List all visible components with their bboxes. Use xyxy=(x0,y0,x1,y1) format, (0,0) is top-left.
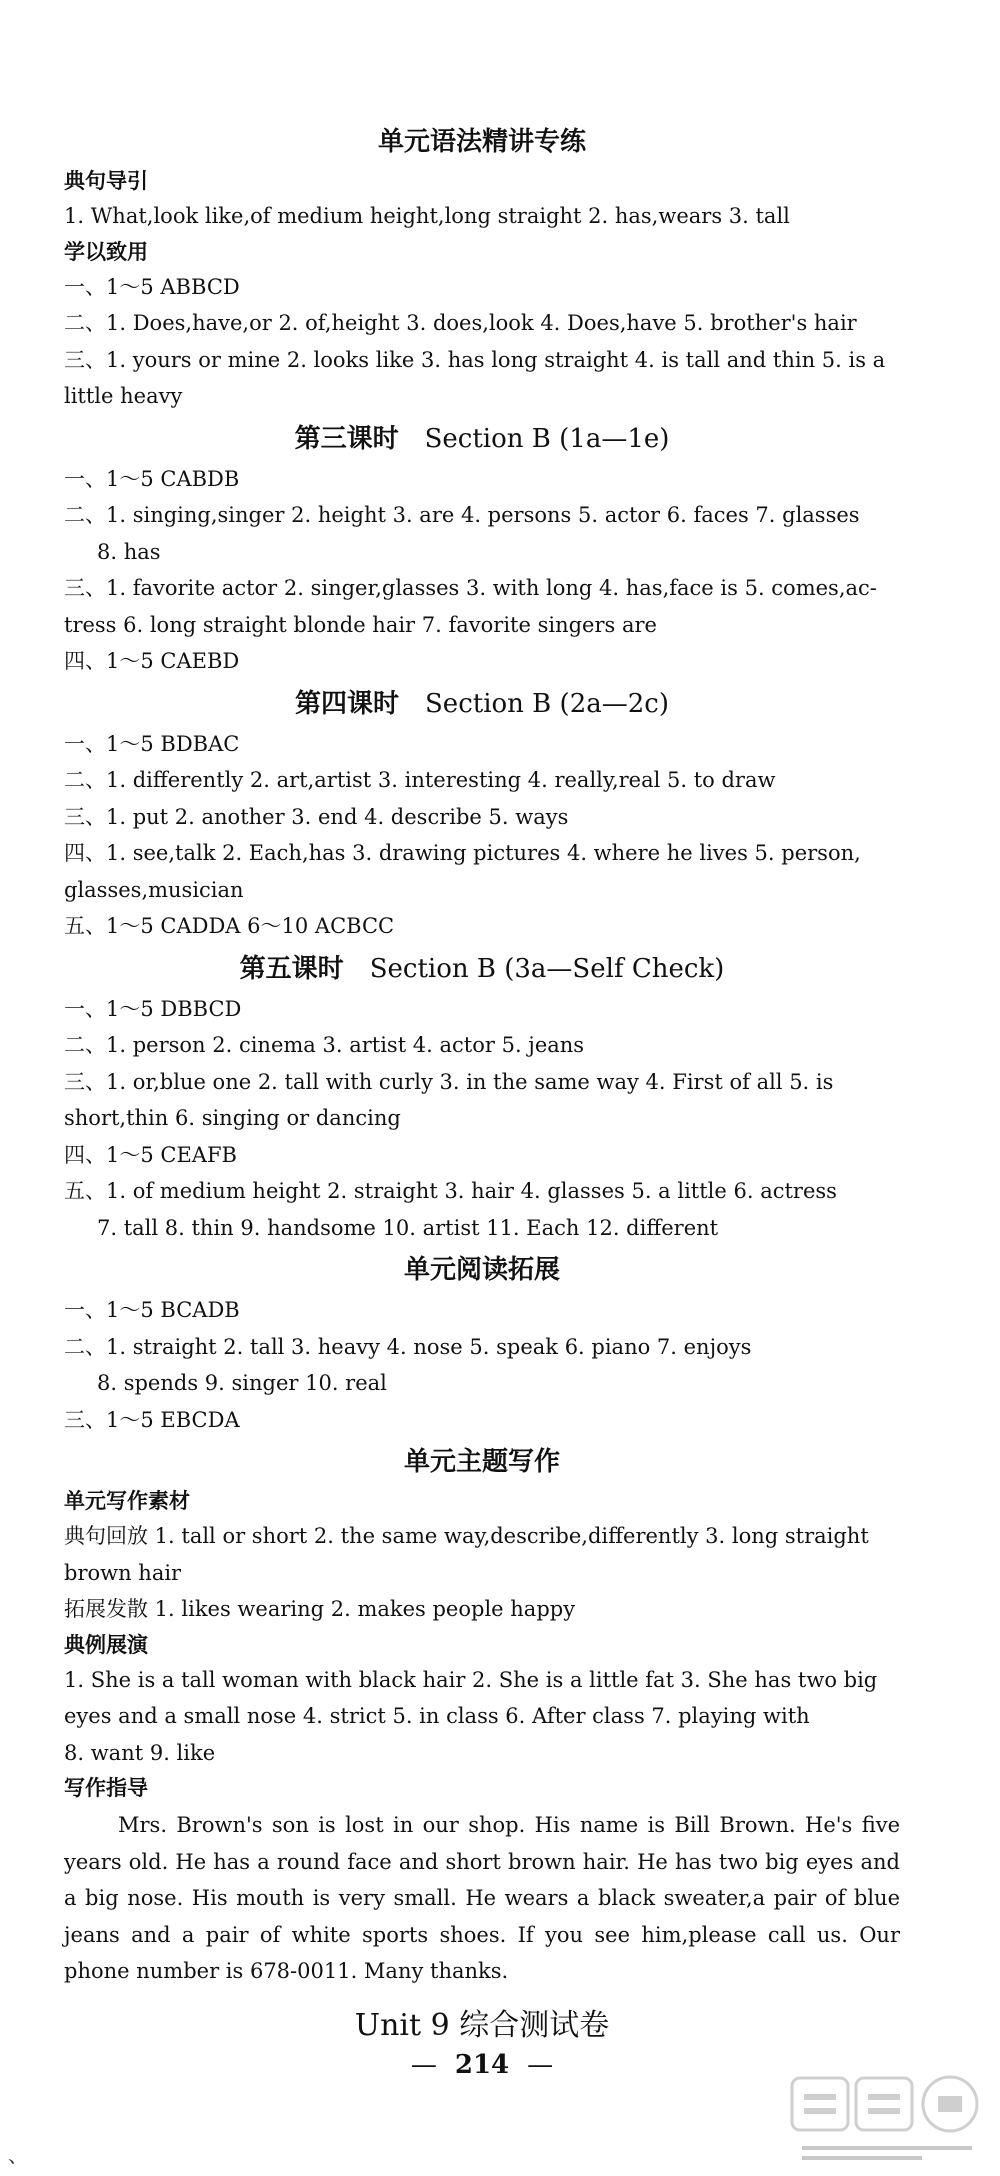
answer-line: 五、1. of medium height 2. straight 3. hair 4. glasses 5. a little 6. actress xyxy=(64,1179,837,1203)
lesson-subtitle: Section B (1a—1e) xyxy=(424,423,670,454)
answer-line: 一、1～5 ABBCD xyxy=(64,274,240,299)
answer-line: short,thin 6. singing or dancing xyxy=(64,1106,401,1130)
subheading: 单元写作素材 xyxy=(64,1489,190,1513)
page-number-row xyxy=(64,2048,900,2082)
answer-line: 一、1～5 BCADB xyxy=(64,1298,240,1322)
sample-writing-paragraph: Mrs. Brown's son is lost in our shop. His name is Bill Brown. He's five years old. He has a round face and short brown hair. He has two big eyes and a big nose. His mouth is very small. He wears a black sweater,a pair of blue jeans and a pair of white sports shoes. If you see him,please call us. Our phone number is 678-0011. Many thanks. xyxy=(64,1813,900,1983)
subheading: 典例展演 xyxy=(64,1632,148,1657)
subheading: 学以致用 xyxy=(64,239,148,264)
answer-line: 典句回放 1. tall or short 2. the same way,describe,differently 3. long straight xyxy=(64,1524,869,1548)
lesson-title: 第三课时 xyxy=(294,423,399,454)
page-dash: — xyxy=(410,2049,437,2080)
watermark-logo xyxy=(782,2070,992,2170)
answer-line: 三、1. yours or mine 2. looks like 3. has long straight 4. is tall and thin 5. is a xyxy=(64,347,886,372)
page-number: 214 xyxy=(454,2049,510,2080)
lesson-subtitle: Section B (3a—Self Check) xyxy=(369,953,725,984)
answer-line: 三、1～5 EBCDA xyxy=(64,1407,240,1432)
answer-line: 三、1. favorite actor 2. singer,glasses 3. with long 4. has,face is 5. comes,ac- xyxy=(64,576,877,600)
section-title-lesson5 xyxy=(64,949,900,989)
answer-line: eyes and a small nose 4. strict 5. in class 6. After class 7. playing with xyxy=(64,1704,810,1728)
answer-line: 一、1～5 DBBCD xyxy=(64,996,242,1021)
answer-line: brown hair xyxy=(64,1560,182,1585)
next-unit-title: Unit 9 综合测试卷 xyxy=(354,2007,610,2043)
answer-line: 二、1. differently 2. art,artist 3. interesting 4. really,real 5. to draw xyxy=(64,768,776,792)
answer-line: 8. want 9. like xyxy=(64,1740,216,1765)
answer-line: 8. spends 9. singer 10. real xyxy=(97,1371,387,1395)
answer-line: 四、1. see,talk 2. Each,has 3. drawing pictures 4. where he lives 5. person, xyxy=(64,841,861,865)
subheading: 写作指导 xyxy=(64,1776,148,1800)
answer-content xyxy=(64,118,900,2082)
lesson-subtitle: Section B (2a—2c) xyxy=(425,688,669,719)
lesson-title: 第四课时 xyxy=(294,688,399,719)
answer-line: glasses,musician xyxy=(64,877,244,902)
answer-line: 1. What,look like,of medium height,long straight 2. has,wears 3. tall xyxy=(64,204,790,228)
answer-line: 二、1. Does,have,or 2. of,height 3. does,look 4. Does,have 5. brother's hair xyxy=(64,311,857,335)
answer-line: little heavy xyxy=(64,384,183,408)
answer-line: 五、1～5 CADDA 6～10 ACBCC xyxy=(64,914,395,938)
answer-line: 四、1～5 CEAFB xyxy=(64,1142,237,1167)
subheading: 典句导引 xyxy=(64,169,148,193)
answer-line: 拓展发散 1. likes wearing 2. makes people happy xyxy=(64,1597,576,1621)
answer-line: 二、1. person 2. cinema 3. artist 4. actor 5. jeans xyxy=(64,1033,585,1057)
answer-line: 二、1. straight 2. tall 3. heavy 4. nose 5. speak 6. piano 7. enjoys xyxy=(64,1334,752,1359)
section-title-reading: 单元阅读拓展 xyxy=(403,1255,560,1285)
section-title-lesson4 xyxy=(64,684,900,724)
lesson-title: 第五课时 xyxy=(239,953,344,984)
answer-line: 一、1～5 CABDB xyxy=(64,466,240,491)
answer-line: 三、1. or,blue one 2. tall with curly 3. in the same way 4. First of all 5. is xyxy=(64,1069,834,1094)
page-dash: — xyxy=(527,2049,554,2080)
answer-line: 一、1～5 BDBAC xyxy=(64,731,240,756)
answer-line: 三、1. put 2. another 3. end 4. describe 5. ways xyxy=(64,804,569,829)
answer-line: 二、1. singing,singer 2. height 3. are 4. persons 5. actor 6. faces 7. glasses xyxy=(64,503,860,527)
answer-line: 8. has xyxy=(97,539,161,564)
answer-line: tress 6. long straight blonde hair 7. favorite singers are xyxy=(64,612,657,637)
section-title-lesson3 xyxy=(64,419,900,459)
answer-line: 四、1～5 CAEBD xyxy=(64,649,240,673)
section-title-writing: 单元主题写作 xyxy=(403,1447,560,1477)
answer-line: 7. tall 8. thin 9. handsome 10. artist 11. Each 12. different xyxy=(97,1215,719,1240)
answer-line: 1. She is a tall woman with black hair 2. She is a little fat 3. She has two big xyxy=(64,1667,878,1692)
section-title-grammar: 单元语法精讲专练 xyxy=(377,127,586,157)
corner-mark: 、 xyxy=(8,2143,28,2167)
